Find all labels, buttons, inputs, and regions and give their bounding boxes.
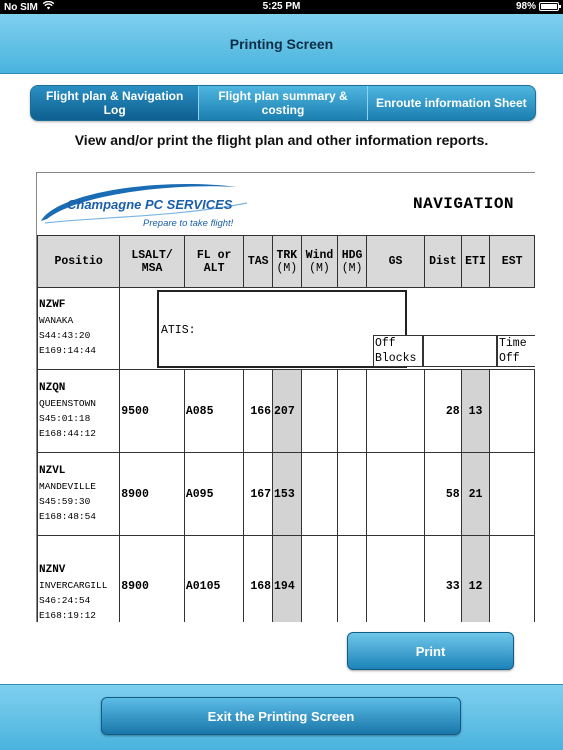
- lsalt-cell: 8900: [120, 453, 185, 536]
- col-eti: ETI: [461, 236, 490, 288]
- lsalt-cell: 8900: [120, 536, 185, 623]
- waypoint-name: WANAKA: [39, 315, 74, 326]
- tas-cell: 166: [244, 370, 273, 453]
- trk-cell: 153: [273, 453, 302, 536]
- est-cell: [490, 453, 535, 536]
- off-blocks-line2: Blocks: [375, 352, 417, 365]
- eti-cell: 12: [461, 536, 490, 623]
- est-cell: [490, 370, 535, 453]
- gs-cell: [366, 536, 424, 623]
- est-cell: [490, 536, 535, 623]
- time-off-line2: Off: [499, 352, 520, 365]
- off-blocks-value-box: [423, 335, 497, 367]
- waypoint-cell: [38, 453, 120, 536]
- waypoint-lat: S46:24:54: [39, 595, 91, 606]
- table-row: [38, 370, 535, 453]
- header-bar: [0, 14, 563, 74]
- waypoint-code: NZWF: [39, 299, 66, 311]
- battery-percent: 98%: [515, 1, 536, 12]
- col-est: EST: [490, 236, 535, 288]
- col-hdg: [338, 236, 367, 288]
- col-fl-line1: FL or: [196, 248, 232, 262]
- waypoint-name: MANDEVILLE: [39, 480, 97, 492]
- logo-tagline: Prepare to take flight!: [143, 218, 234, 229]
- col-dist: Dist: [425, 236, 462, 288]
- carrier-label: No SIM: [4, 2, 38, 13]
- col-gs: GS: [366, 236, 424, 288]
- col-hdg-line2: (M): [341, 261, 363, 275]
- gs-cell: [366, 370, 424, 453]
- dist-cell: 28: [425, 370, 462, 453]
- waypoint-lon: E168:19:12: [39, 610, 97, 621]
- col-lsalt-line2: MSA: [141, 261, 163, 275]
- hdg-cell: [338, 453, 367, 536]
- navigation-heading: NAVIGATION: [413, 195, 515, 213]
- status-bar: [0, 0, 563, 14]
- dist-cell: 33: [425, 536, 462, 623]
- waypoint-lon: E169:14:44: [39, 345, 97, 356]
- off-blocks-box: [373, 335, 423, 367]
- wind-cell: [301, 453, 338, 536]
- clock: 5:25 PM: [262, 1, 301, 12]
- waypoint-code: NZQN: [39, 381, 66, 394]
- tas-cell: 168: [244, 536, 273, 623]
- table-row: [38, 536, 535, 623]
- eti-cell: 13: [461, 370, 490, 453]
- exit-printing-screen-button[interactable]: Exit the Printing Screen: [101, 697, 461, 735]
- logo-name: Champagne PC SERVICES: [67, 197, 233, 212]
- report-preview[interactable]: [36, 172, 535, 622]
- col-lsalt: [120, 236, 185, 288]
- col-trk: [273, 236, 302, 288]
- tab-flight-plan-navigation-log[interactable]: Flight plan & Navigation Log: [31, 86, 198, 120]
- battery-fill: [541, 4, 557, 9]
- wind-cell: [301, 536, 338, 623]
- print-button[interactable]: Print: [347, 632, 514, 670]
- waypoint-cell: [38, 370, 120, 453]
- tas-cell: 167: [244, 453, 273, 536]
- trk-cell: 194: [273, 536, 302, 623]
- company-logo: [37, 173, 267, 235]
- off-blocks-line1: Off: [375, 337, 396, 350]
- waypoint-name: QUEENSTOWN: [39, 397, 97, 409]
- trk-cell: 207: [273, 370, 302, 453]
- battery-status: [516, 1, 559, 12]
- col-tas: TAS: [244, 236, 273, 288]
- page-title: Printing Screen: [229, 36, 334, 52]
- table-row: [38, 453, 535, 536]
- hdg-cell: [338, 536, 367, 623]
- wind-cell: [301, 370, 338, 453]
- tab-enroute-information-sheet[interactable]: Enroute information Sheet: [367, 86, 535, 120]
- waypoint-lon: E168:44:12: [39, 427, 97, 439]
- time-off-box: [497, 335, 535, 367]
- alt-cell: A0105: [184, 536, 244, 623]
- atis-box: [157, 290, 407, 368]
- table-header-row: [38, 236, 535, 288]
- col-trk-line1: TRK: [276, 248, 298, 262]
- waypoint-lat: S44:43:20: [39, 330, 91, 341]
- col-fl-line2: ALT: [203, 261, 225, 275]
- lsalt-cell: 9500: [120, 370, 185, 453]
- waypoint-cell: [38, 536, 120, 623]
- instructions-text: View and/or print the flight plan and other information reports.: [74, 132, 489, 148]
- battery-icon: [539, 2, 559, 11]
- waypoint-code: NZVL: [39, 464, 66, 477]
- start-waypoint-cell: [38, 288, 120, 370]
- atis-label: ATIS:: [161, 324, 196, 337]
- time-off-line1: Time: [499, 337, 527, 350]
- waypoint-code: NZNV: [39, 564, 66, 576]
- report-tabs: [30, 85, 536, 121]
- gs-cell: [366, 453, 424, 536]
- col-trk-line2: (M): [276, 261, 298, 275]
- eti-cell: 21: [461, 453, 490, 536]
- alt-cell: A085: [184, 370, 244, 453]
- col-wind: [301, 236, 338, 288]
- col-position: Positio: [38, 236, 120, 288]
- waypoint-lat: S45:59:30: [39, 495, 91, 507]
- col-wind-line1: Wind: [305, 248, 334, 262]
- dist-cell: 58: [425, 453, 462, 536]
- waypoint-lon: E168:48:54: [39, 510, 97, 522]
- waypoint-lat: S45:01:18: [39, 412, 91, 424]
- hdg-cell: [338, 370, 367, 453]
- waypoint-name: INVERCARGILL: [39, 580, 108, 591]
- col-hdg-line1: HDG: [341, 248, 363, 262]
- alt-cell: A095: [184, 453, 244, 536]
- col-fl-alt: [184, 236, 244, 288]
- col-lsalt-line1: LSALT/: [131, 248, 173, 262]
- col-wind-line2: (M): [309, 261, 330, 275]
- tab-flight-plan-summary-costing[interactable]: Flight plan summary & costing: [198, 86, 366, 120]
